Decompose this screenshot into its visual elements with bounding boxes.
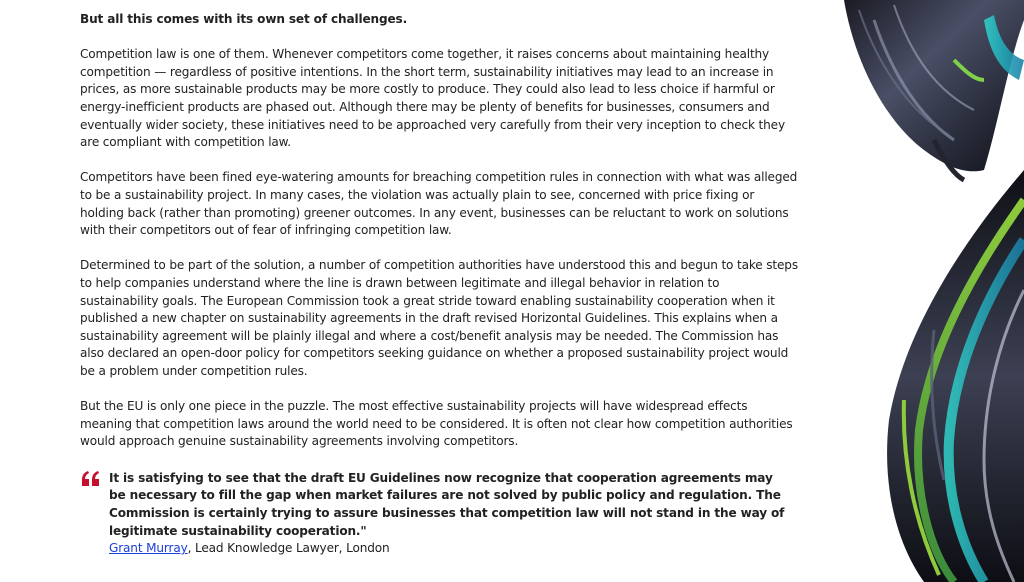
paragraph-authorities: Determined to be part of the solution, a number of competition authorities have understood this and begun to take steps to help companies understand where the line is drawn between legitimate and illegal behavior in relation to sustainability goals. The European Commission took a great stride toward enabling sustainability cooperation when it published a new chapter on sustainability agreements in the draft revised Horizontal Guidelines. This explains when a sustainability agreement will be plainly illegal and where a cost/benefit analysis may be needed. The Commission has also declared an open-door policy for competitors seeking guidance on whether a proposed sustainability project would be a problem under competition rules. [80, 258, 798, 378]
section-heading: But all this comes with its own set of challenges. [80, 12, 408, 26]
paragraph-competition-law: Competition law is one of them. Whenever competitors come together, it raises concerns about maintaining healthy competition — regardless of positive intentions. In the short term, sustainability initiatives may lead to an increase in prices, as more sustainable products may be more costly to produce. They could also lead to less choice if harmful or energy-inefficient products are phased out. Although there may be plenty of benefits for businesses, consumers and eventually wider society, these initiatives need to be approached very carefully from their very inception to check they are compliant with competition law. [80, 47, 785, 150]
author-title: , Lead Knowledge Lawyer, London [187, 541, 390, 556]
author-link[interactable]: Grant Murray [109, 541, 188, 556]
pull-quote [80, 470, 789, 558]
quote-text: It is satisfying to see that the draft EU Guidelines now recognize that cooperation agreements may be necessary to fill the gap when market failures are not solved by public policy and regulation. The Commission is certainly trying to assure businesses that competition law will not stand in the way of legitimate sustainability cooperation." [109, 470, 785, 538]
paragraph-eu-puzzle: But the EU is only one piece in the puzzle. The most effective sustainability projects will have widespread effects meaning that competition laws around the world need to be considered. It is often not clear how competition authorities would approach genuine sustainability agreements involving competitors. [80, 399, 793, 449]
quote-attribution [109, 540, 789, 558]
article-body [80, 11, 798, 558]
paragraph-fines: Competitors have been fined eye-watering amounts for breaching competition rules in connection with what was alleged to be a sustainability project. In many cases, the violation was actually plain to see, concerned with price fixing or holding back (rather than promoting) greener outcomes. In any event, businesses can be reluctant to work on solutions with their competitors out of fear of infringing competition law. [80, 170, 798, 238]
quote-icon [80, 468, 102, 490]
decorative-brushstroke-art [834, 0, 1024, 582]
